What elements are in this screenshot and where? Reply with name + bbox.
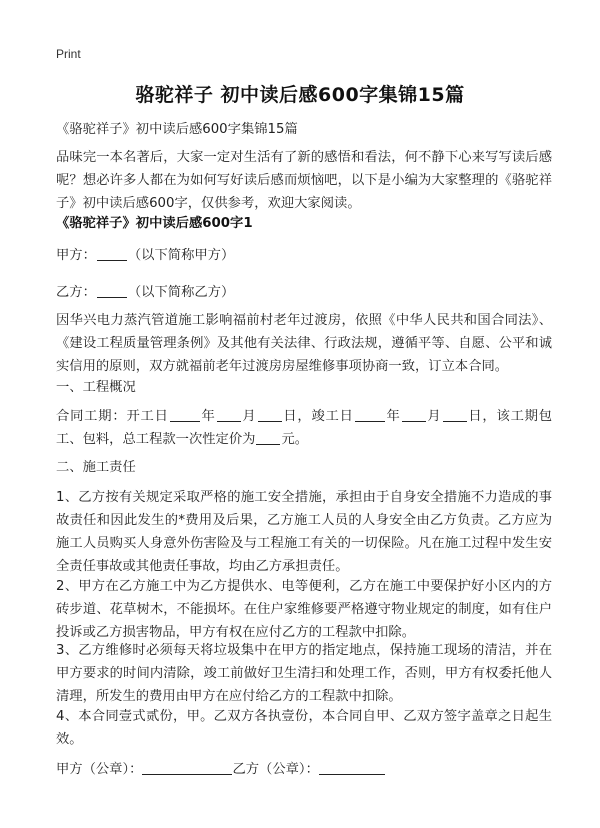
party-b-label: 乙方： — [56, 285, 96, 300]
blank-start-day — [258, 407, 282, 422]
document-subtitle: 《骆驼祥子》初中读后感600字集锦15篇 — [56, 122, 298, 137]
period-month-1: 月 — [241, 409, 257, 424]
party-a-suffix: （以下简称甲方） — [127, 248, 235, 263]
party-b-line — [56, 281, 552, 304]
party-a-label: 甲方： — [56, 248, 96, 263]
clause-item: 4、本合同壹式贰份，甲。乙双方各执壹份，本合同自甲、乙双方签字盖章之日起生效。 — [56, 709, 552, 747]
period-start-label: 合同工期：开工日 — [56, 409, 169, 424]
signature-party-b: 乙方（公章）： — [232, 762, 319, 777]
signature-a-blank — [142, 760, 232, 775]
blank-end-year — [355, 407, 385, 422]
signature-line — [56, 758, 552, 781]
blank-start-month — [217, 407, 241, 422]
purpose-paragraph: 因华兴电力蒸汽管道施工影响福前村老年过渡房，依照《中华人民共和国合同法》、《建设工程质量管理条例》及其他有关法律、行政法规，遵循平等、自愿、公平和诚实信用的原则，双方就福前老年过渡房房屋维修事项协商一致，订立本合同。 — [56, 313, 552, 374]
print-label[interactable]: Print — [56, 47, 81, 61]
period-currency: 元。 — [281, 432, 309, 447]
blank-end-month — [402, 407, 426, 422]
page-title: 骆驼祥子 初中读后感600字集锦15篇 — [135, 84, 465, 106]
period-tail: 日，该工期包工、包料，总工程款一次性定价为 — [56, 409, 553, 447]
intro-paragraph: 品味完一本名著后，大家一定对生活有了新的感悟和看法，何不静下心来写写读后感呢？想必许多人都在为如何写好读后感而烦恼吧，以下是小编为大家整理的《骆驼祥子》初中读后感600字，仅供参考，欢迎大家阅读。 — [56, 150, 552, 211]
clause-item: 2、甲方在乙方施工中为乙方提供水、电等便利，乙方在施工中要保护好小区内的方砖步道、花草树木，不能损坏。在住户家维修要严格遵守物业规定的制度，如有住户投诉或乙方损害物品，甲方有权在应付乙方的工程款中扣除。 — [56, 579, 552, 640]
party-a-line — [56, 244, 552, 267]
period-year-2: 年 — [385, 409, 401, 424]
duty-heading: 二、施工责任 — [56, 460, 136, 475]
clause-item: 3、乙方维修时必须每天将垃圾集中在甲方的指定地点，保持施工现场的清洁，并在甲方要求的时间内清除，竣工前做好卫生清扫和处理工作，否则，甲方有权委托他人清理，所发生的费用由甲方在应付给乙方的工程款中扣除。 — [56, 643, 552, 704]
period-paragraph — [56, 405, 552, 451]
party-b-suffix: （以下简称乙方） — [127, 285, 235, 300]
party-b-blank — [97, 283, 127, 298]
overview-heading: 一、工程概况 — [56, 380, 136, 395]
signature-b-blank — [319, 760, 385, 775]
blank-price — [256, 430, 280, 445]
party-a-blank — [97, 246, 127, 261]
period-year-1: 年 — [200, 409, 216, 424]
blank-end-day — [443, 407, 467, 422]
period-month-2: 月 — [426, 409, 442, 424]
clause-item: 1、乙方按有关规定采取严格的施工安全措施，承担由于自身安全措施不力造成的事故责任和因此发生的*费用及后果，乙方施工人员的人身安全由乙方负责。乙方应为施工人员购买人身意外伤害险及与工程施工有关的一切保险。凡在施工过程中发生安全责任事故或其他责任事故，均由乙方承担责任。 — [56, 490, 552, 574]
blank-start-year — [170, 407, 200, 422]
section-heading: 《骆驼祥子》初中读后感600字1 — [56, 216, 253, 231]
period-day-end: 日，竣工日 — [282, 409, 354, 424]
signature-party-a: 甲方（公章）： — [56, 762, 143, 777]
